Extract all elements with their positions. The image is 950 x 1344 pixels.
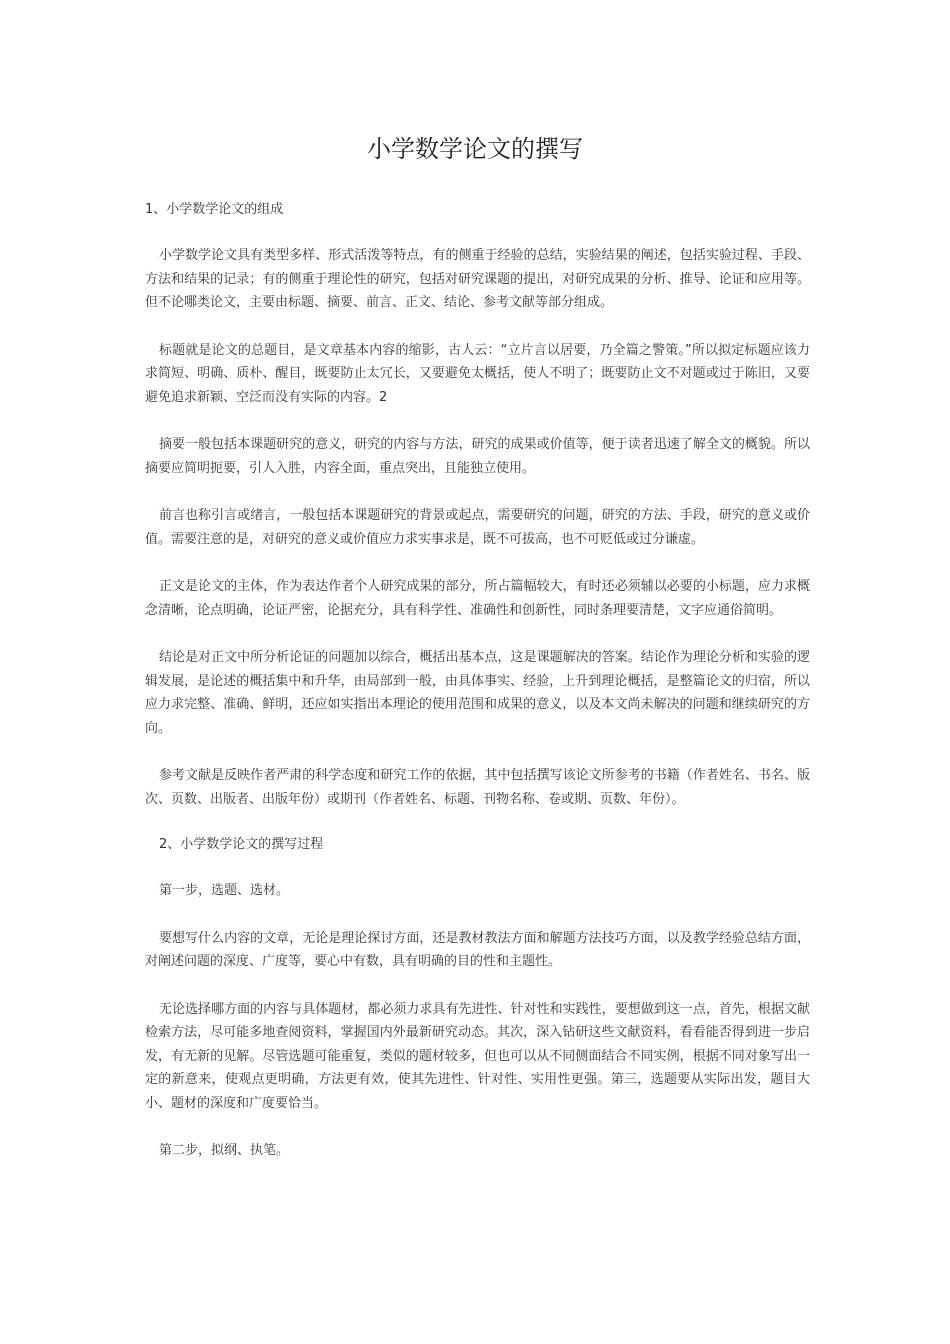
paragraph: 前言也称引言或绪言，一般包括本课题研究的背景或起点，需要研究的问题，研究的方法、手段，研究的意义或价值。需要注意的是，对研究的意义或价值应力求实事求是，既不可拔高，也不可贬低或过分谦虚。 xyxy=(145,508,810,547)
paragraph: 参考文献是反映作者严肃的科学态度和研究工作的依据，其中包括撰写该论文所参考的书籍（作者姓名、书名、版次、页数、出版者、出版年份）或期刊（作者姓名、标题、刊物名称、卷或期、页数、年份）。 xyxy=(145,768,810,807)
document-body xyxy=(145,200,810,1187)
paragraph: 要想写什么内容的文章，无论是理论探讨方面，还是教材教法方面和解题方法技巧方面，以及教学经验总结方面，对阐述问题的深度、广度等，要心中有数，具有明确的目的性和主题性。 xyxy=(145,930,810,969)
paragraph: 第一步，选题、选材。 xyxy=(159,883,290,898)
paragraph: 小学数学论文具有类型多样、形式活泼等特点，有的侧重于经验的总结，实验结果的阐述，包括实验过程、手段、方法和结果的记录；有的侧重于理论性的研究，包括对研究课题的提出，对研究成果的分析、推导、论证和应用等。但不论哪类论文，主要由标题、摘要、前言、正文、结论、参考文献等部分组成。 xyxy=(145,248,810,310)
section-heading: 1、小学数学论文的组成 xyxy=(145,202,284,217)
paragraph: 第二步，拟纲、执笔。 xyxy=(159,1143,290,1158)
paragraph: 摘要一般包括本课题研究的意义，研究的内容与方法，研究的成果或价值等，便于读者迅速了解全文的概貌。所以摘要应简明扼要，引人入胜，内容全面，重点突出，且能独立使用。 xyxy=(145,437,810,476)
paragraph: 结论是对正文中所分析论证的问题加以综合，概括出基本点，这是课题解决的答案。结论作为理论分析和实验的逻辑发展，是论述的概括集中和升华，由局部到一般，由具体事实、经验，上升到理论概括，是整篇论文的归宿，所以应力求完整、准确、鲜明，还应如实指出本理论的使用范围和成果的意义，以及本文尚未解决的问题和继续研究的方向。 xyxy=(145,650,810,736)
document-title: 小学数学论文的撰写 xyxy=(367,135,583,163)
paragraph: 无论选择哪方面的内容与具体题材，都必须力求具有先进性、针对性和实践性，要想做到这一点，首先，根据文献检索方法，尽可能多地查阅资料，掌握国内外最新研究动态。其次，深入钻研这些文献资料，看看能否得到进一步启发，有无新的见解。尽管选题可能重复，类似的题材较多，但也可以从不同侧面结合不同实例，根据不同对象写出一定的新意来，使观点更明确，方法更有效，使其先进性、针对性、实用性更强。第三，选题要从实际出发，题目大小、题材的深度和广度要恰当。 xyxy=(145,1001,810,1111)
paragraph: 标题就是论文的总题目，是文章基本内容的缩影，古人云：“立片言以居要，乃全篇之警策。”所以拟定标题应该力求简短、明确、质朴、醒目，既要防止太冗长，又要避免太概括，使人不明了；既要防止文不对题或过于陈旧，又要避免追求新颖、空泛而没有实际的内容。2 xyxy=(145,342,810,405)
paragraph: 正文是论文的主体，作为表达作者个人研究成果的部分，所占篇幅较大，有时还必须辅以必要的小标题，应力求概念清晰，论点明确，论证严密，论据充分，具有科学性、准确性和创新性，同时条理要清楚，文字应通俗简明。 xyxy=(145,579,810,618)
section-heading: 2、小学数学论文的撰写过程 xyxy=(159,837,324,852)
